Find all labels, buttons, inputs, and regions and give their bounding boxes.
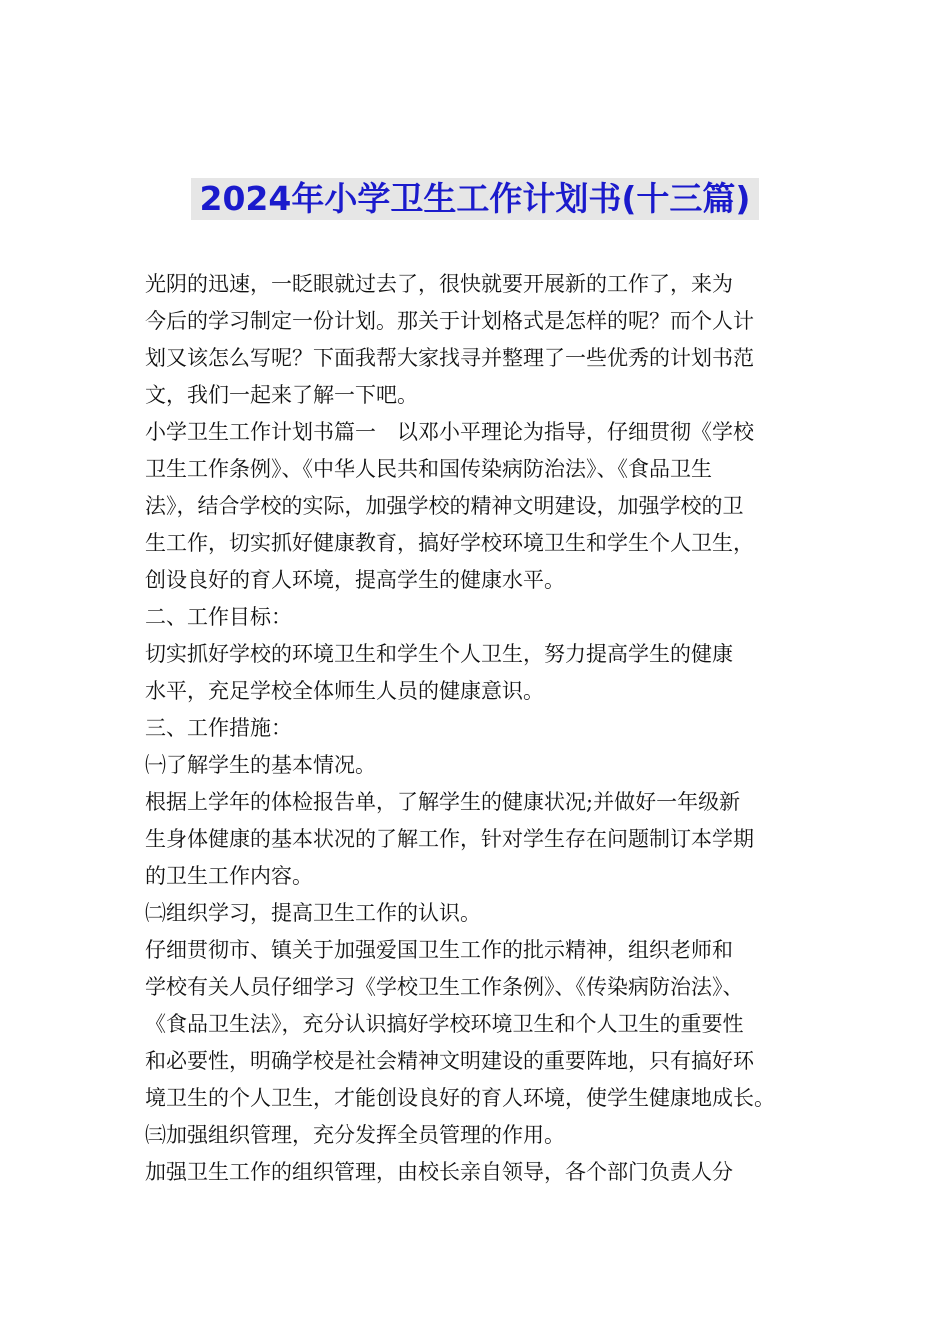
text-line: 和必要性，明确学校是社会精神文明建设的重要阵地，只有搞好环 xyxy=(145,1049,754,1073)
text-line: 卫生工作条例》、《中华人民共和国传染病防治法》、《食品卫生 xyxy=(145,457,712,481)
text-line: 境卫生的个人卫生，才能创设良好的育人环境，使学生健康地成长。 xyxy=(145,1086,775,1110)
text-line: 切实抓好学校的环境卫生和学生个人卫生，努力提高学生的健康 xyxy=(145,642,733,666)
document-title: 2024年小学卫生工作计划书(十三篇) xyxy=(191,178,758,220)
text-line: 水平，充足学校全体师生人员的健康意识。 xyxy=(145,679,544,703)
text-line: 创设良好的育人环境，提高学生的健康水平。 xyxy=(145,568,565,592)
text-line: 法》，结合学校的实际，加强学校的精神文明建设，加强学校的卫 xyxy=(145,494,744,518)
text-line: 根据上学年的体检报告单，了解学生的健康状况;并做好一年级新 xyxy=(145,790,741,814)
text-line: 划又该怎么写呢？下面我帮大家找寻并整理了一些优秀的计划书范 xyxy=(145,346,754,370)
text-line: 学校有关人员仔细学习《学校卫生工作条例》、《传染病防治法》、 xyxy=(145,975,744,999)
subsection-heading: ㈢加强组织管理，充分发挥全员管理的作用。 xyxy=(145,1123,565,1147)
text-line: 文，我们一起来了解一下吧。 xyxy=(145,383,418,407)
text-line: 的卫生工作内容。 xyxy=(145,864,313,888)
text-line: 《食品卫生法》，充分认识搞好学校环境卫生和个人卫生的重要性 xyxy=(145,1012,744,1036)
title-container xyxy=(0,178,950,220)
subsection-heading: ㈡组织学习，提高卫生工作的认识。 xyxy=(145,901,481,925)
document-body xyxy=(145,266,810,1191)
subsection-heading: ㈠了解学生的基本情况。 xyxy=(145,753,376,777)
text-line: 加强卫生工作的组织管理，由校长亲自领导，各个部门负责人分 xyxy=(145,1160,733,1184)
text-line: 光阴的迅速，一眨眼就过去了，很快就要开展新的工作了，来为 xyxy=(145,272,733,296)
text-line: 仔细贯彻市、镇关于加强爱国卫生工作的批示精神，组织老师和 xyxy=(145,938,733,962)
text-line: 今后的学习制定一份计划。那关于计划格式是怎样的呢？而个人计 xyxy=(145,309,754,333)
section-heading: 三、工作措施： xyxy=(145,716,292,740)
text-line: 生身体健康的基本状况的了解工作，针对学生存在问题制订本学期 xyxy=(145,827,754,851)
text-line: 生工作，切实抓好健康教育，搞好学校环境卫生和学生个人卫生， xyxy=(145,531,754,555)
section-heading: 二、工作目标： xyxy=(145,605,292,629)
text-line: 小学卫生工作计划书篇一 以邓小平理论为指导，仔细贯彻《学校 xyxy=(145,420,754,444)
